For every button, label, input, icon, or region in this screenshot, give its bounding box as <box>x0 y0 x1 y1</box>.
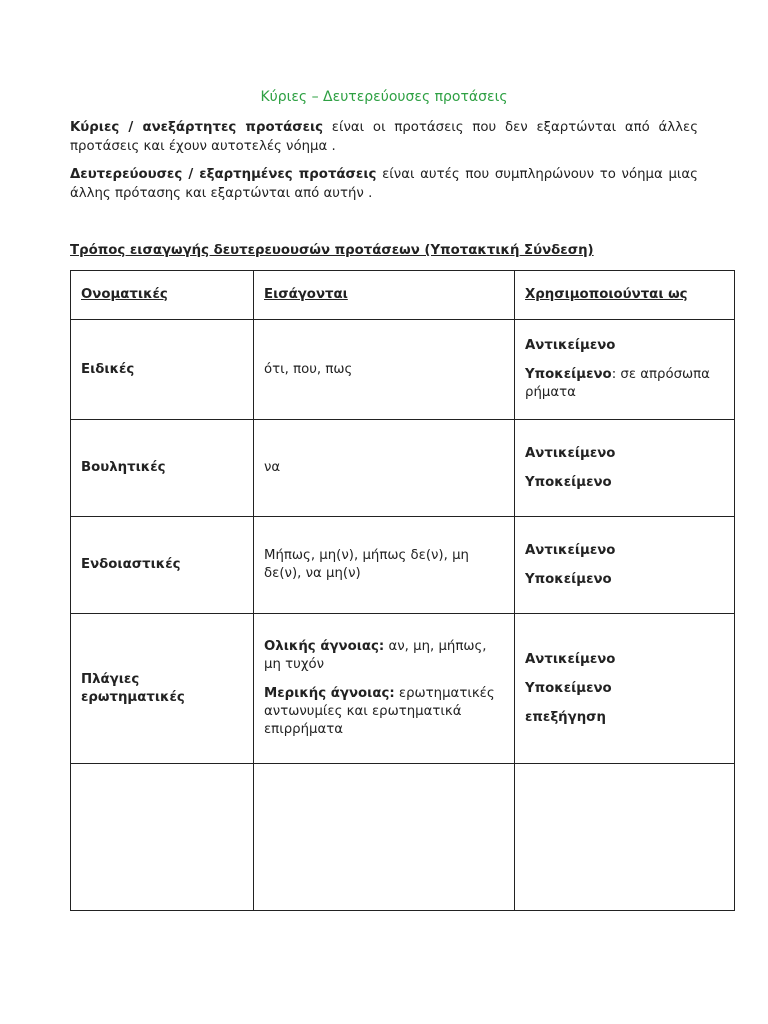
clause-name-cell: Πλάγιες ερωτηματικές <box>71 614 254 764</box>
uses-cell <box>515 614 735 764</box>
use-item: Αντικείμενο <box>525 445 616 461</box>
use-item: Αντικείμενο <box>525 651 616 667</box>
table-row <box>71 420 735 517</box>
main-clause-term: Κύριες / ανεξάρτητες προτάσεις <box>70 120 324 135</box>
use-item-bold: Υποκείμενο <box>525 367 612 382</box>
main-clause-definition <box>70 118 698 156</box>
clause-name-cell: Ειδικές <box>71 320 254 420</box>
header-cell-used-as: Χρησιμοποιούνται ως <box>515 271 735 320</box>
use-item <box>525 366 724 402</box>
introducer-group-label: Μερικής άγνοιας: <box>264 686 395 701</box>
use-item: Υποκείμενο <box>525 680 612 696</box>
introducer-group <box>264 638 504 674</box>
use-item-note: : σε απρόσωπα ρήματα <box>525 367 710 400</box>
uses-cell <box>515 420 735 517</box>
introducer-group-text: ερωτηματικές αντωνυμίες και ερωτηματικά επιρρήματα <box>264 686 495 737</box>
empty-cell <box>254 764 515 911</box>
subordinate-clause-term: Δευτερεύουσες / εξαρτημένες προτάσεις <box>70 167 377 182</box>
introducers-cell: ότι, που, πως <box>254 320 515 420</box>
header-cell-introduced-by: Εισάγονται <box>254 271 515 320</box>
use-item: Υποκείμενο <box>525 474 612 490</box>
subordinate-clause-definition <box>70 165 698 203</box>
use-item: επεξήγηση <box>525 709 606 725</box>
introducer-group-label: Ολικής άγνοιας: <box>264 639 385 654</box>
empty-cell <box>515 764 735 911</box>
introducer-group-text: αν, μη, μήπως, μη τυχόν <box>264 639 487 672</box>
clause-name-cell: Βουλητικές <box>71 420 254 517</box>
use-item: Αντικείμενο <box>525 338 616 353</box>
header-cell-category: Ονοματικές <box>71 271 254 320</box>
use-item: Υποκείμενο <box>525 571 612 587</box>
subordinate-clauses-table <box>70 270 735 911</box>
introducers-cell <box>254 614 515 764</box>
empty-cell <box>71 764 254 911</box>
clause-name-cell: Ενδοιαστικές <box>71 517 254 614</box>
document-title: Κύριες – Δευτερεύουσες προτάσεις <box>260 89 508 105</box>
table-row-empty <box>71 764 735 911</box>
introducers-cell: να <box>254 420 515 517</box>
section-heading: Τρόπος εισαγωγής δευτερευουσών προτάσεων (Υποτακτική Σύνδεση) <box>70 243 594 258</box>
introducers-cell: Μήπως, μη(ν), μήπως δε(ν), μη δε(ν), να μη(ν) <box>254 517 515 614</box>
table-row <box>71 614 735 764</box>
subordinate-clause-text: είναι αυτές που συμπληρώνουν το νόημα μιας άλλης πρότασης και εξαρτώνται από αυτήν . <box>70 167 698 201</box>
main-clause-text: είναι οι προτάσεις που δεν εξαρτώνται από άλλες προτάσεις και έχουν αυτοτελές νόημα . <box>70 120 699 154</box>
uses-cell <box>515 320 735 420</box>
uses-cell <box>515 517 735 614</box>
table-row <box>71 320 735 420</box>
use-item: Αντικείμενο <box>525 542 616 558</box>
table-row <box>71 517 735 614</box>
introducer-group <box>264 685 504 739</box>
table-header-row <box>71 271 735 320</box>
